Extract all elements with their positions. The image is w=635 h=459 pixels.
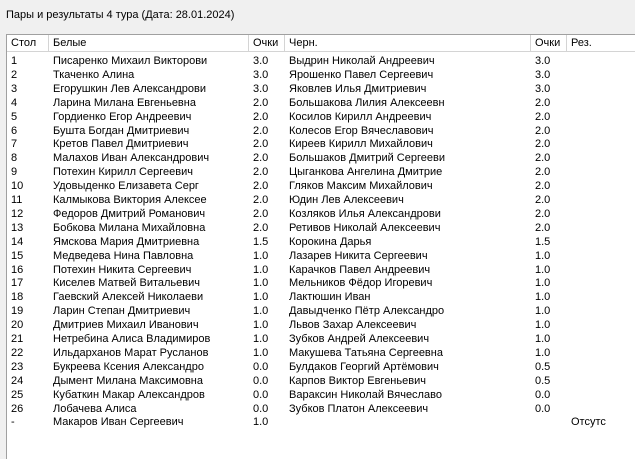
board-number-cell: 2 (11, 68, 18, 81)
black-points-cell: 0.0 (535, 402, 551, 415)
pairings-table[interactable] (6, 34, 635, 459)
table-row[interactable] (7, 193, 635, 207)
table-row[interactable] (7, 304, 635, 318)
white-player-cell: Писаренко Михаил Викторови (53, 55, 208, 67)
result-cell (567, 346, 635, 360)
black-player-cell: Лактюшин Иван (289, 291, 371, 304)
result-cell (567, 263, 635, 277)
result-cell (567, 82, 635, 96)
black-player-cell (285, 415, 531, 429)
white-points-cell: 2.0 (253, 124, 269, 137)
white-points-cell: 2.0 (253, 138, 269, 151)
white-points-cell: 1.0 (253, 277, 269, 290)
white-player-cell: Гордиенко Егор Андреевич (53, 110, 192, 123)
white-points-cell: 1.0 (253, 263, 269, 276)
table-row[interactable] (7, 54, 635, 68)
white-player-cell: Бушта Богдан Дмитриевич (53, 124, 190, 137)
table-row[interactable] (7, 165, 635, 179)
white-player-cell: Макаров Иван Сергеевич (53, 416, 184, 429)
result-cell (567, 179, 635, 193)
white-points-cell: 2.0 (253, 207, 269, 220)
board-number-cell: 18 (11, 291, 24, 304)
board-number-cell: 4 (11, 96, 18, 109)
white-player-cell: Кретов Павел Дмитриевич (53, 138, 189, 151)
table-row[interactable] (7, 221, 635, 235)
column-header-result[interactable]: Рез. (567, 35, 635, 51)
black-player-cell: Зубков Андрей Алексеевич (289, 333, 430, 345)
window-title: Пары и результаты 4 тура (Дата: 28.01.2024) (6, 9, 235, 21)
black-player-cell: Карпов Виктор Евгеньевич (289, 374, 426, 387)
result-cell (567, 137, 635, 151)
board-number-cell: 12 (11, 207, 24, 220)
white-points-cell: 2.0 (253, 194, 269, 206)
white-player-cell: Потехин Никита Сергеевич (53, 263, 192, 276)
board-number-cell: 13 (11, 221, 24, 234)
black-points-cell: 3.0 (535, 82, 551, 95)
table-row[interactable] (7, 96, 635, 110)
table-row[interactable] (7, 318, 635, 332)
black-points-cell: 1.0 (535, 249, 551, 262)
black-player-cell: Юдин Лев Алексеевич (289, 194, 404, 206)
result-cell (567, 304, 635, 318)
table-row[interactable] (7, 82, 635, 96)
table-row[interactable] (7, 263, 635, 277)
white-player-cell: Лобачева Алиса (53, 402, 137, 415)
white-player-cell: Гаевский Алексей Николаеви (53, 291, 204, 304)
table-row[interactable] (7, 374, 635, 388)
black-points-cell: 2.0 (535, 221, 551, 234)
white-player-cell: Нетребина Алиса Владимиров (53, 333, 211, 345)
black-player-cell: Корокина Дарья (289, 235, 372, 248)
board-number-cell: 5 (11, 110, 18, 123)
table-row[interactable] (7, 415, 635, 429)
black-points-cell: 1.5 (535, 235, 551, 248)
black-points-cell: 2.0 (535, 138, 551, 151)
board-number-cell: 19 (11, 305, 24, 318)
white-player-cell: Медведева Нина Павловна (53, 249, 194, 262)
column-header-white-points[interactable]: Очки (249, 35, 285, 51)
black-player-cell: Яковлев Илья Дмитриевич (289, 82, 427, 95)
result-cell (567, 402, 635, 416)
table-row[interactable] (7, 360, 635, 374)
result-cell (567, 276, 635, 290)
result-cell (567, 110, 635, 124)
black-points-cell: 2.0 (535, 180, 551, 193)
black-player-cell: Выдрин Николай Андреевич (289, 55, 435, 67)
white-points-cell: 1.0 (253, 319, 269, 332)
result-cell (567, 360, 635, 374)
white-points-cell: 2.0 (253, 221, 269, 234)
white-player-cell: Удовыденко Елизавета Серг (53, 180, 199, 193)
table-row[interactable] (7, 179, 635, 193)
black-points-cell: 0.5 (535, 374, 551, 387)
result-cell (567, 124, 635, 138)
board-number-cell: 7 (11, 138, 18, 151)
table-row[interactable] (7, 290, 635, 304)
table-row[interactable] (7, 137, 635, 151)
white-points-cell: 2.0 (253, 110, 269, 123)
column-header-black[interactable]: Черн. (285, 35, 531, 51)
black-points-cell: 2.0 (535, 207, 551, 220)
black-player-cell: Макушева Татьяна Сергеевна (289, 346, 443, 359)
white-player-cell: Ларина Милана Евгеньевна (53, 96, 196, 109)
table-row[interactable] (7, 235, 635, 249)
black-points-cell: 3.0 (535, 68, 551, 81)
result-cell (567, 54, 635, 68)
board-number-cell: 25 (11, 388, 24, 401)
black-points-cell: 0.0 (535, 388, 551, 401)
black-points-cell: 2.0 (535, 152, 551, 165)
board-number-cell: 8 (11, 152, 18, 165)
board-number-cell: 22 (11, 346, 24, 359)
black-points-cell: 2.0 (535, 96, 551, 109)
result-cell (567, 151, 635, 165)
white-points-cell: 0.0 (253, 374, 269, 387)
column-header-white[interactable]: Белые (49, 35, 249, 51)
black-points-cell (531, 415, 567, 429)
black-player-cell: Карачков Павел Андреевич (289, 263, 431, 276)
white-points-cell: 1.5 (253, 235, 269, 248)
white-points-cell: 0.0 (253, 402, 269, 415)
white-player-cell: Ларин Степан Дмитриевич (53, 305, 191, 318)
table-header (7, 35, 635, 52)
result-cell (567, 249, 635, 263)
result-cell (567, 96, 635, 110)
black-points-cell: 2.0 (535, 124, 551, 137)
table-row[interactable] (7, 332, 635, 346)
board-number-cell: 17 (11, 277, 24, 290)
result-cell (567, 221, 635, 235)
white-player-cell: Калмыкова Виктория Алексее (53, 194, 207, 206)
table-row[interactable] (7, 110, 635, 124)
board-number-cell: 16 (11, 263, 24, 276)
table-row[interactable] (7, 207, 635, 221)
white-points-cell: 0.0 (253, 388, 269, 401)
black-player-cell: Ретивов Николай Алексеевич (289, 221, 441, 234)
white-points-cell: 2.0 (253, 180, 269, 193)
black-points-cell: 2.0 (535, 194, 551, 206)
white-points-cell: 2.0 (253, 152, 269, 165)
black-points-cell: 1.0 (535, 305, 551, 318)
black-points-cell: 2.0 (535, 110, 551, 123)
table-row[interactable] (7, 402, 635, 416)
table-row[interactable] (7, 276, 635, 290)
black-player-cell: Лазарев Никита Сергеевич (289, 249, 428, 262)
black-points-cell: 1.0 (535, 346, 551, 359)
black-points-cell: 1.0 (535, 291, 551, 304)
white-points-cell: 3.0 (253, 68, 269, 81)
black-points-cell: 1.0 (535, 333, 551, 345)
white-points-cell: 3.0 (253, 55, 269, 67)
white-points-cell: 1.0 (253, 416, 269, 429)
white-player-cell: Малахов Иван Александрович (53, 152, 210, 165)
board-number-cell: 10 (11, 180, 24, 193)
board-number-cell: 15 (11, 249, 24, 262)
black-player-cell: Киреев Кирилл Михайлович (289, 138, 433, 151)
white-player-cell: Егорушкин Лев Александрови (53, 82, 207, 95)
black-player-cell: Булдаков Георгий Артёмович (289, 360, 439, 373)
white-player-cell: Федоров Дмитрий Романович (53, 207, 206, 220)
white-player-cell: Ильдарханов Марат Русланов (53, 346, 209, 359)
table-row[interactable] (7, 249, 635, 263)
black-player-cell: Ярошенко Павел Сергеевич (289, 68, 434, 81)
black-player-cell: Цыганкова Ангелина Дмитрие (289, 166, 443, 179)
column-header-board[interactable]: Стол (7, 35, 49, 51)
black-player-cell: Львов Захар Алексеевич (289, 319, 417, 332)
result-cell (567, 68, 635, 82)
white-points-cell: 2.0 (253, 166, 269, 179)
black-points-cell: 0.5 (535, 360, 551, 373)
black-player-cell: Косилов Кирилл Андреевич (289, 110, 432, 123)
result-cell (567, 374, 635, 388)
black-player-cell: Большакова Лилия Алексеевн (289, 96, 445, 109)
black-player-cell: Давыдченко Пётр Александро (289, 305, 445, 318)
board-number-cell: 14 (11, 235, 24, 248)
result-cell (567, 207, 635, 221)
board-number-cell: 9 (11, 166, 18, 179)
black-player-cell: Мельников Фёдор Игоревич (289, 277, 433, 290)
white-player-cell: Букреева Ксения Александро (53, 360, 204, 373)
table-row[interactable] (7, 151, 635, 165)
black-player-cell: Вараксин Николай Вячеславо (289, 388, 442, 401)
column-header-black-points[interactable]: Очки (531, 35, 567, 51)
white-points-cell: 3.0 (253, 82, 269, 95)
result-cell (567, 290, 635, 304)
white-points-cell: 1.0 (253, 305, 269, 318)
black-points-cell: 1.0 (535, 263, 551, 276)
result-cell (567, 193, 635, 207)
white-player-cell: Потехин Кирилл Сергеевич (53, 166, 193, 179)
black-player-cell: Большаков Дмитрий Сергееви (289, 152, 445, 165)
black-points-cell: 1.0 (535, 319, 551, 332)
board-number-cell: 11 (11, 194, 23, 206)
white-points-cell: 0.0 (253, 360, 269, 373)
white-points-cell: 1.0 (253, 333, 269, 345)
board-number-cell: 24 (11, 374, 24, 387)
white-points-cell: 1.0 (253, 249, 269, 262)
board-number-cell: 1 (11, 55, 18, 67)
black-player-cell: Колесов Егор Вячеславович (289, 124, 434, 137)
white-player-cell: Ткаченко Алина (53, 68, 135, 81)
black-player-cell: Зубков Платон Алексеевич (289, 402, 429, 415)
table-row[interactable] (7, 124, 635, 138)
white-points-cell: 1.0 (253, 291, 269, 304)
board-number-cell: 23 (11, 360, 24, 373)
board-number-cell: 21 (11, 333, 24, 345)
white-player-cell: Киселев Матвей Витальевич (53, 277, 200, 290)
board-number-cell: 6 (11, 124, 18, 137)
board-number-cell: 26 (11, 402, 24, 415)
white-player-cell: Ямскова Мария Дмитриевна (53, 235, 200, 248)
board-number-cell: - (11, 416, 15, 429)
table-row[interactable] (7, 388, 635, 402)
board-number-cell: 20 (11, 319, 24, 332)
black-player-cell: Гляков Максим Михайлович (289, 180, 433, 193)
black-player-cell: Козляков Илья Александрови (289, 207, 441, 220)
white-player-cell: Бобкова Милана Михайловна (53, 221, 206, 234)
white-player-cell: Кубаткин Макар Александров (53, 388, 205, 401)
black-points-cell: 3.0 (535, 55, 551, 67)
result-cell (567, 235, 635, 249)
black-points-cell: 2.0 (535, 166, 551, 179)
result-cell (567, 332, 635, 346)
result-cell (567, 165, 635, 179)
white-points-cell: 2.0 (253, 96, 269, 109)
white-player-cell: Дымент Милана Максимовна (53, 374, 203, 387)
board-number-cell: 3 (11, 82, 18, 95)
black-points-cell: 1.0 (535, 277, 551, 290)
white-points-cell: 1.0 (253, 346, 269, 359)
result-cell: Отсутс (571, 416, 606, 429)
white-player-cell: Дмитриев Михаил Иванович (53, 319, 199, 332)
table-row[interactable] (7, 346, 635, 360)
result-cell (567, 318, 635, 332)
result-cell (567, 388, 635, 402)
table-row[interactable] (7, 68, 635, 82)
